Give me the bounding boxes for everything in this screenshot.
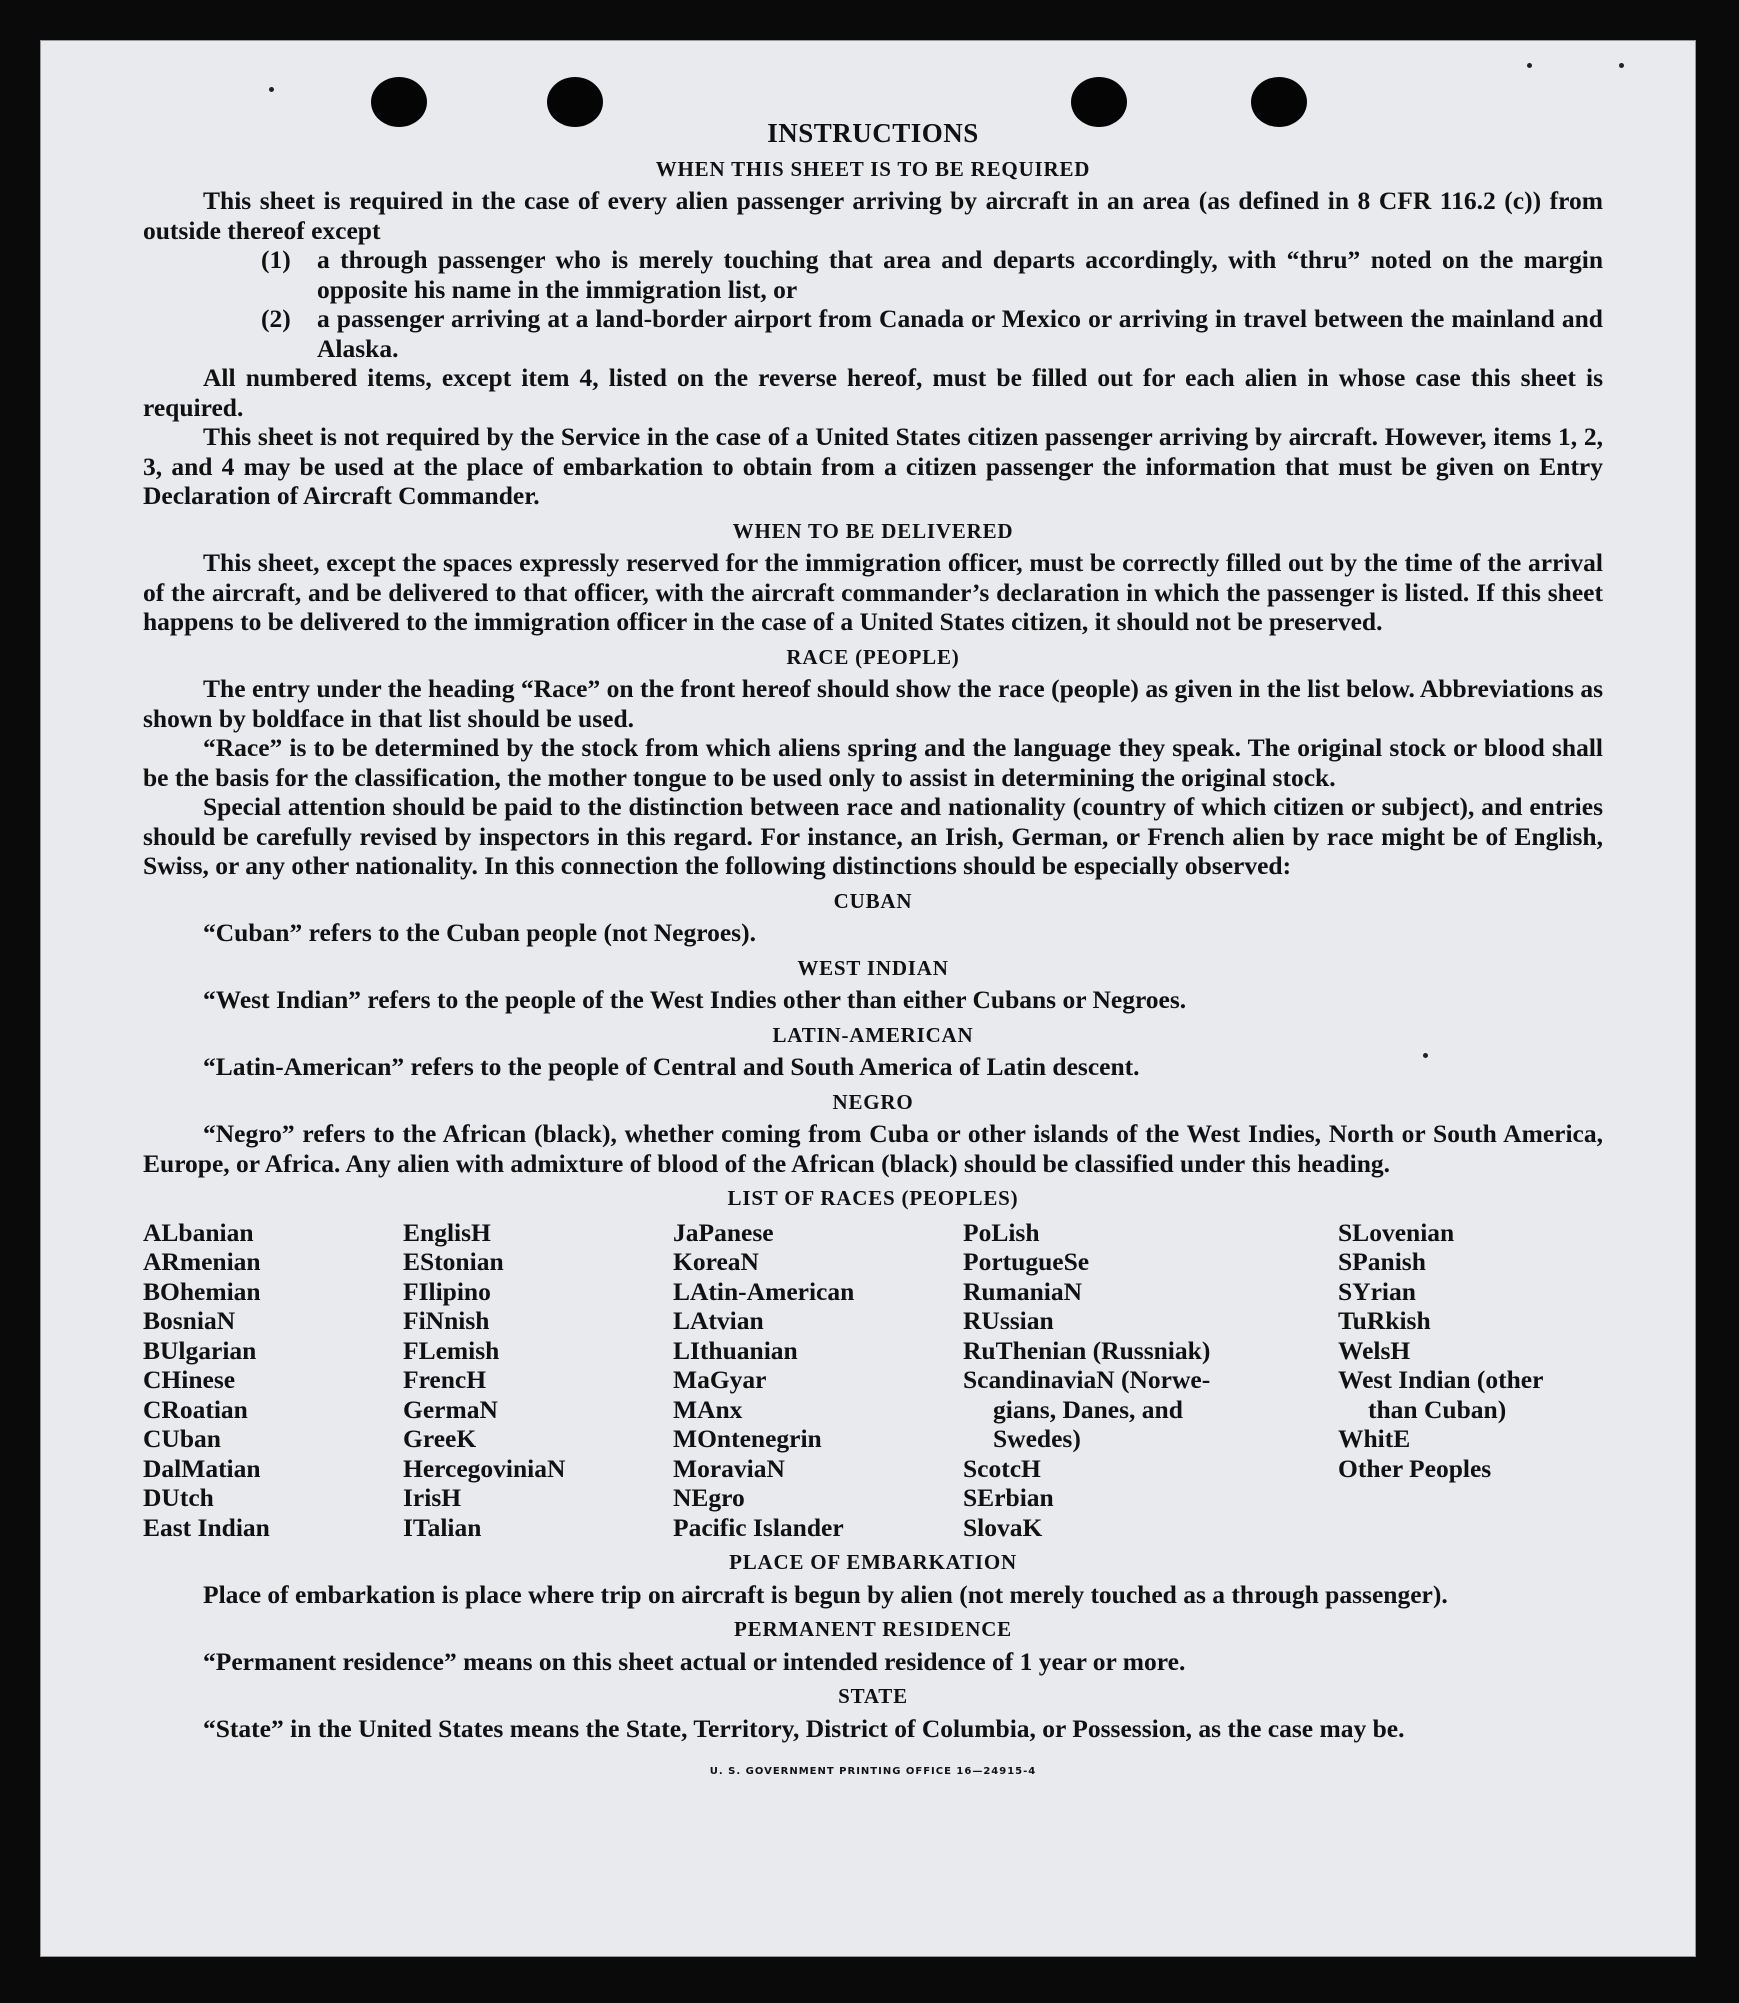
race-entry: RUssian [963, 1306, 1054, 1335]
section-heading-required: WHEN THIS SHEET IS TO BE REQUIRED [655, 156, 1091, 181]
race-entry: FLemish [403, 1335, 500, 1365]
document-sheet [40, 40, 1696, 1957]
race-entry: BosniaN [143, 1306, 236, 1335]
race-entry: GermaN [403, 1394, 498, 1424]
race-entry: PortugueSe [963, 1247, 1090, 1276]
race-entry: MAnx [673, 1394, 743, 1424]
races-column-3 [673, 1218, 963, 1543]
race-paragraph-1: The entry under the heading “Race” on the front hereof should show the race (people) as given in the list below. Abbreviations as shown by boldface in that list should be used. [143, 674, 1603, 733]
section-heading-list-of-races: LIST OF RACES (PEOPLES) [727, 1186, 1019, 1210]
race-entry: WelsH [1338, 1335, 1411, 1365]
latin-american-text: “Latin-American” refers to the people of Central and South America of Latin descent. [203, 1052, 1140, 1081]
page-title: INSTRUCTIONS [767, 118, 979, 148]
race-entry: CHinese [143, 1365, 236, 1394]
section-heading-state: STATE [838, 1684, 908, 1708]
race-entry: KoreaN [673, 1247, 759, 1276]
required-intro: This sheet is required in the case of every alien passenger arriving by aircraft in an area (as defined in 8 CFR 116.2 (c)) from outside thereof except [143, 186, 1603, 245]
race-entry: BOhemian [143, 1276, 261, 1306]
race-entry: FrencH [403, 1365, 487, 1394]
race-entry: CUban [143, 1424, 221, 1453]
race-entry: SLovenian [1338, 1217, 1455, 1247]
race-entry-continued: gians, Danes, and [993, 1394, 1183, 1424]
state-text: “State” in the United States means the State, Territory, District of Columbia, or Possession, as the case may be. [203, 1713, 1405, 1743]
race-entry: Other Peoples [1338, 1453, 1492, 1483]
race-entry: NEgro [673, 1483, 745, 1512]
section-heading-cuban: CUBAN [833, 888, 913, 913]
race-entry: IrisH [403, 1483, 462, 1512]
race-entry: BUlgarian [143, 1335, 257, 1365]
race-entry: MoraviaN [673, 1453, 785, 1483]
required-paragraph-2: All numbered items, except item 4, listed on the reverse hereof, must be filled out for each alien in whose case this sheet is required. [143, 363, 1603, 422]
race-entry: ARmenian [143, 1247, 261, 1276]
race-entry: FiNnish [403, 1306, 490, 1335]
section-heading-embarkation: PLACE OF EMBARKATION [729, 1550, 1017, 1574]
item-number: (2) [261, 304, 291, 333]
race-entry: GreeK [403, 1424, 477, 1453]
race-entry: RuThenian (Russniak) [963, 1335, 1211, 1365]
race-entry: ITalian [403, 1512, 482, 1542]
race-entry: SYrian [1338, 1276, 1416, 1306]
negro-text: “Negro” refers to the African (black), whether coming from Cuba or other islands of the West Indies, North or South America, Europe, or Africa. Any alien with admixture of blood of the African (black) should be classified under this heading. [143, 1119, 1603, 1178]
races-list [143, 1218, 1603, 1543]
race-entry: ScotcH [963, 1453, 1041, 1483]
required-paragraph-3: This sheet is not required by the Service in the case of a United States citizen passenger arriving by aircraft. However, items 1, 2, 3, and 4 may be used at the place of embarkation to obtain from a citizen passenger the information that must be given on Entry Declaration of Aircraft Commander. [143, 422, 1603, 510]
speck [269, 87, 274, 92]
section-heading-delivered: WHEN TO BE DELIVERED [732, 518, 1014, 543]
race-entry: LAtvian [673, 1306, 764, 1335]
race-entry: JaPanese [673, 1217, 774, 1247]
item-text: a passenger arriving at a land-border airport from Canada or Mexico or arriving in travel between the mainland and Alaska. [317, 304, 1603, 363]
race-entry: DalMatian [143, 1453, 261, 1483]
race-entry: DUtch [143, 1483, 214, 1512]
embarkation-text: Place of embarkation is place where trip on aircraft is begun by alien (not merely touched as a through passenger). [203, 1579, 1448, 1609]
races-column-2 [403, 1218, 673, 1543]
race-entry-continued: Swedes) [993, 1424, 1081, 1453]
race-entry: RumaniaN [963, 1276, 1083, 1306]
race-entry: SlovaK [963, 1512, 1043, 1542]
race-entry: PoLish [963, 1217, 1040, 1247]
exception-item-1 [261, 245, 1603, 304]
cuban-text: “Cuban” refers to the Cuban people (not Negroes). [203, 918, 756, 947]
section-heading-race: RACE (PEOPLE) [786, 644, 960, 669]
race-paragraph-3: Special attention should be paid to the distinction between race and nationality (country of which citizen or subject), and entries should be carefully revised by inspectors in this regard. For instance, an Irish, German, or French alien by race might be of English, Swiss, or any other nationality. In this connection the following distinctions should be especially observed: [143, 792, 1603, 880]
race-entry: MaGyar [673, 1365, 767, 1394]
section-heading-negro: NEGRO [832, 1089, 914, 1114]
race-paragraph-2: “Race” is to be determined by the stock from which aliens spring and the language they speak. The original stock or blood shall be the basis for the classification, the mother tongue to be used only to assist in determining the original stock. [143, 733, 1603, 792]
race-entry: LAtin-American [673, 1276, 855, 1306]
item-number: (1) [261, 245, 291, 274]
west-indian-text: “West Indian” refers to the people of the West Indies other than either Cubans or Negroes. [203, 985, 1187, 1014]
races-column-5 [1338, 1218, 1603, 1543]
race-entry-continued: than Cuban) [1368, 1394, 1507, 1424]
race-entry: ScandinaviaN (Norwe- [963, 1365, 1211, 1394]
race-entry: CRoatian [143, 1394, 248, 1424]
section-heading-latin-american: LATIN-AMERICAN [772, 1022, 974, 1047]
printer-imprint: U. S. GOVERNMENT PRINTING OFFICE 16—24915-4 [709, 1766, 1037, 1777]
residence-text: “Permanent residence” means on this sheet actual or intended residence of 1 year or more. [203, 1646, 1186, 1676]
races-column-1 [143, 1218, 403, 1543]
race-entry: MOntenegrin [673, 1424, 822, 1453]
instructions-body [143, 119, 1603, 1787]
section-heading-west-indian: WEST INDIAN [797, 955, 949, 980]
race-entry: HercegoviniaN [403, 1453, 566, 1483]
section-heading-residence: PERMANENT RESIDENCE [734, 1617, 1012, 1641]
race-entry: WhitE [1338, 1424, 1411, 1453]
race-entry: East Indian [143, 1512, 270, 1542]
race-entry: TuRkish [1338, 1306, 1431, 1335]
race-entry: FIlipino [403, 1276, 491, 1306]
races-column-4 [963, 1218, 1338, 1543]
exception-item-2 [261, 304, 1603, 363]
speck [1619, 63, 1624, 68]
race-entry: West Indian (other [1338, 1365, 1544, 1394]
race-entry: ALbanian [143, 1217, 254, 1247]
item-text: a through passenger who is merely touching that area and departs accordingly, with “thru” noted on the margin opposite his name in the immigration list, or [317, 245, 1603, 304]
speck [1527, 63, 1532, 68]
race-entry: EStonian [403, 1247, 504, 1276]
race-entry: Pacific Islander [673, 1512, 844, 1542]
race-entry: LIthuanian [673, 1335, 798, 1365]
race-entry: EnglisH [403, 1217, 491, 1247]
delivered-text: This sheet, except the spaces expressly reserved for the immigration officer, must be correctly filled out by the time of the arrival of the aircraft, and be delivered to that officer, with the aircraft commander’s declaration in which the passenger is listed. If this sheet happens to be delivered to the immigration officer in the case of a United States citizen, it should not be preserved. [143, 548, 1603, 636]
race-entry: SPanish [1338, 1247, 1426, 1276]
race-entry: SErbian [963, 1483, 1054, 1512]
